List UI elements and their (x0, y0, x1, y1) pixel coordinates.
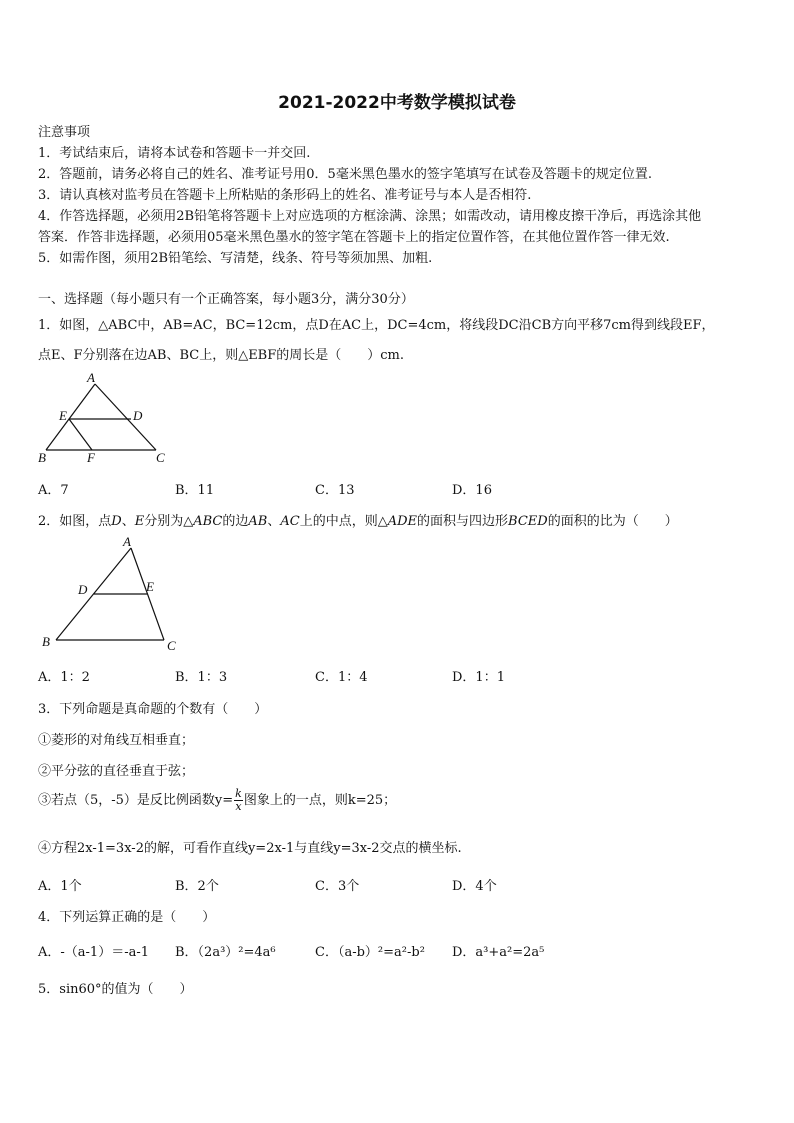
q2-option-d: D．1：1 (452, 670, 505, 685)
section-heading: 一、选择题（每小题只有一个正确答案，每小题3分，满分30分） (38, 292, 414, 307)
notice-item: 4．作答选择题，必须用2B铅笔将答题卡上对应选项的方框涂满、涂黑；如需改动，请用橡皮擦干净后，再选涂其他 (38, 209, 702, 224)
q3-statement-4: ④方程2x-1=3x-2的解，可看作直线y=2x-1与直线y=3x-2交点的横坐标. (38, 841, 462, 856)
page-title: 2021-2022中考数学模拟试卷 (278, 93, 516, 113)
q2-option-b: B．1：3 (175, 670, 228, 685)
notice-item: 5．如需作图，须用2B铅笔绘、写清楚，线条、符号等须加黑、加粗. (38, 251, 433, 266)
notice-item: 3．请认真核对监考员在答题卡上所粘贴的条形码上的姓名、准考证号与本人是否相符. (38, 188, 532, 203)
q4-option-a: A．-（a-1）＝-a-1 (38, 945, 150, 960)
notice-heading: 注意事项 (38, 125, 91, 140)
label-b: B (38, 450, 46, 465)
label-d: D (133, 408, 143, 423)
q1-stem-line2: 点E、F分别落在边AB、BC上，则△EBF的周长是（ ）cm. (38, 348, 404, 363)
q2-stem: 2．如图，点D、E分别为△ABC的边AB、AC上的中点，则△ADE的面积与四边形BCED的面积的比为（ ） (38, 514, 678, 529)
q5-stem: 5．sin60°的值为（ ） (38, 982, 193, 997)
label-b: B (42, 634, 50, 649)
segment-ef (69, 419, 92, 450)
q4-option-c: C．（a-b）²=a²-b² (315, 945, 425, 960)
q1-stem-line1: 1．如图，△ABC中，AB=AC，BC=12cm，点D在AC上，DC=4cm，将线段DC沿CB方向平移7cm得到线段EF， (38, 318, 715, 333)
label-d: D (78, 582, 88, 597)
notice-item: 答案．作答非选择题，必须用05毫米黑色墨水的签字笔在答题卡上的指定位置作答，在其他位置作答一律无效. (38, 230, 670, 245)
q3-option-a: A．1个 (38, 879, 82, 894)
q2-triangle-figure (36, 534, 186, 654)
label-c: C (167, 638, 176, 653)
q3-option-c: C．3个 (315, 879, 360, 894)
segment-ac (95, 384, 156, 450)
q3-statement-1: ①菱形的对角线互相垂直； (38, 733, 195, 748)
q1-option-c: C．13 (315, 483, 355, 498)
q3-stem: 3．下列命题是真命题的个数有（ ） (38, 702, 268, 717)
q1-option-d: D．16 (452, 483, 492, 498)
q2-option-a: A．1：2 (38, 670, 90, 685)
label-c: C (156, 450, 165, 465)
q3-statement-3: ③若点（5，-5）是反比例函数y= $\frac{k}{x}$ 图象上的一点，则k=25； (38, 787, 397, 813)
q1-triangle-figure (30, 370, 180, 466)
q4-option-b: B．（2a³）²=4a⁶ (175, 945, 276, 960)
q1-option-b: B．11 (175, 483, 215, 498)
label-e: E (59, 408, 67, 423)
q2-option-c: C．1：4 (315, 670, 368, 685)
label-a: A (87, 370, 95, 385)
q4-stem: 4．下列运算正确的是（ ） (38, 910, 216, 925)
fraction-k-over-x: $\frac{k}{x}$ (235, 787, 242, 813)
segment-ab (46, 384, 95, 450)
q3-option-b: B．2个 (175, 879, 219, 894)
q1-option-a: A．7 (38, 483, 69, 498)
q3-option-d: D．4个 (452, 879, 497, 894)
q3-statement-2: ②平分弦的直径垂直于弦； (38, 764, 195, 779)
notice-item: 1．考试结束后，请将本试卷和答题卡一并交回. (38, 146, 311, 161)
label-a: A (123, 534, 131, 549)
label-f: F (87, 450, 95, 465)
notice-item: 2．答题前，请务必将自己的姓名、准考证号用0．5毫米黑色墨水的签字笔填写在试卷及答题卡的规定位置. (38, 167, 652, 182)
label-e: E (146, 579, 154, 594)
q4-option-d: D．a³+a²=2a⁵ (452, 945, 545, 960)
